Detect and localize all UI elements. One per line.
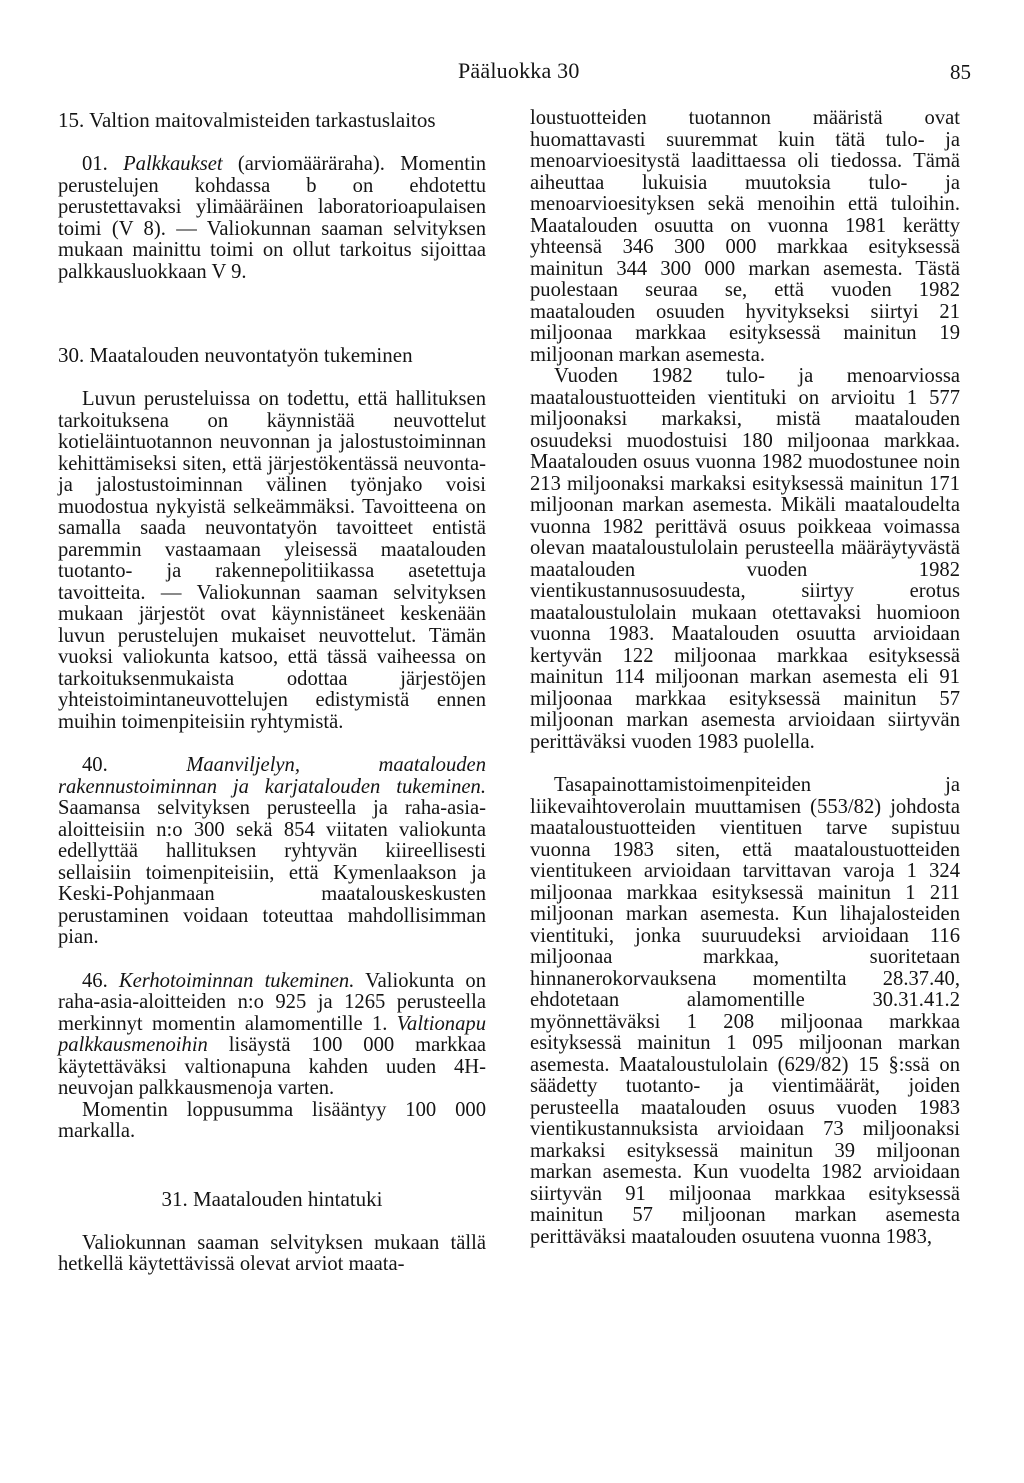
item-text: lisäystä 100 000 markkaa käytettäväksi valtionapuna kahden uuden 4H-neuvojan palkkausmenoja varten. bbox=[58, 1034, 486, 1099]
paragraph-r1: loustuotteiden tuotannon määristä ovat huomattavasti suuremmat kuin tätä tulo- ja menoarvioesitystä laadittaessa oli tiedossa. Tämä aiheuttaa lukuisia muutoksia tulo- ja menoarvioesityksen sekä menoihin että tuloihin. Maatalouden osuutta on vuonna 1981 kerätty yhteensä 346 300 000 markkaa esityksessä mainitun 344 300 000 markan asemesta. Tästä puolestaan seuraa se, että vuoden 1982 maatalouden osuuden hyvitykseksi siirtyi 21 miljoonaa markkaa esityksessä mainitun 19 miljoonan markan asemesta. bbox=[530, 107, 960, 366]
left-column bbox=[58, 108, 486, 1276]
paragraph-31: Valiokunnan saaman selvityksen mukaan tällä hetkellä käytettävissä olevat arviot maata- bbox=[58, 1231, 486, 1275]
paragraph-r3: Tasapainottamistoimenpiteiden ja liikevaihtoverolain muuttamisen (553/82) johdosta maataloustuotteiden vientituen tarve supistuu vuonna 1983 siten, että maataloustuotteiden vientitukeen arvioidaan tarvittavan varoja 1 324 miljoonaa markkaa esityksessä mainitun 1 211 miljoonan markan asemesta. Kun lihajalosteiden vientituki, jonka suuruudeksi arvioidaan 116 miljoonaa markkaa, suoritetaan hinnanerokorvauksena momentilta 28.37.40, ehdotetaan alamomentille 30.31.41.2 myönnettäväksi 1 208 miljoonaa markkaa esityksessä mainitun 1 095 miljoonan markan asemesta. Maataloustulolain (629/82) 15 §:ssä on säädetty tuotanto- ja vientimäärät, joiden perusteella maatalouden osuus vuoden 1983 vientikustannuksista arvioidaan 73 miljoonaksi markaksi esityksessä mainitun 39 miljoonan markan asemesta. Kun vuodelta 1982 arvioidaan siirtyvän 91 miljoonaa markkaa esityksessä mainitun 57 miljoonan markan asemesta perittäväksi maatalouden osuutena vuonna 1983, bbox=[530, 774, 960, 1248]
page-number: 85 bbox=[950, 60, 971, 84]
paragraph-46 bbox=[58, 971, 486, 1100]
paragraph-46-sum: Momentin loppusumma lisääntyy 100 000 markalla. bbox=[58, 1098, 486, 1142]
heading-31: 31. Maatalouden hintatuki bbox=[161, 1186, 383, 1211]
right-column bbox=[530, 108, 960, 1248]
paragraph-01 bbox=[58, 154, 486, 283]
heading-15: 15. Valtion maitovalmisteiden tarkastuslaitos bbox=[58, 108, 436, 132]
item-text: Valiokunta on raha-asia-aloitteiden n:o 925 ja 1265 perusteella merkinnyt momentin alamomentille 1. bbox=[58, 969, 486, 1035]
item-title: Maanviljelyn, maatalouden rakennustoiminnan ja karjatalouden tukeminen. bbox=[58, 754, 486, 798]
item-number: 01. bbox=[82, 153, 108, 175]
item-title: Palkkaukset bbox=[123, 153, 223, 175]
running-head: Pääluokka 30 bbox=[458, 58, 580, 83]
item-text: Saamansa selvityksen perusteella ja raha-asia-aloitteisiin n:o 300 sekä 854 viitaten valiokunta edellyttää hallituksen ryhtyvän kiireellisesti sellaisiin toimenpiteisiin, että Kymenlaakson ja Keski-Pohjanmaan maatalouskeskusten perustaminen voidaan toteuttaa mahdollisimman pian. bbox=[58, 797, 486, 948]
paragraph-r2: Vuoden 1982 tulo- ja menoarviossa maataloustuotteiden vientituki on arvioitu 1 577 miljoonaksi markaksi, mistä maatalouden osuudeksi muodostuisi 180 miljoonaa markkaa. Maatalouden osuus vuonna 1982 muodostunee noin 213 miljoonaksi markaksi esityksessä mainitun 171 miljoonan markan asemesta. Mikäli maataloudelta vuonna 1982 perittävä osuus poikkeaa voimassa olevan maataloustulolain perusteella määräytyvästä maatalouden vuoden 1982 vientikustannusosuudesta, siirtyy erotus maataloustulolain mukaan otettavaksi huomioon vuonna 1983. Maatalouden osuutta arvioidaan kertyvän 122 miljoonaa markkaa esityksessä mainitun 114 miljoonan markan asemesta eli 91 miljoonaa markkaa esityksessä mainitun 57 miljoonan markan asemesta arvioidaan siirtyvän perittäväksi vuoden 1983 puolella. bbox=[530, 365, 960, 753]
paragraph-30: Luvun perusteluissa on todettu, että hallituksen tarkoituksena on käynnistää neuvottelut kotieläintuotannon neuvonnan ja jalostustoiminnan kehittämiseksi siten, että järjestökentässä neuvonta- ja jalostustoiminnan välinen työnjako voisi muodostua nykyistä selkeämmäksi. Tavoitteena on samalla saada neuvontatyön tavoitteet entistä paremmin vastaamaan yleisessä maatalouden tuotanto- ja rakennepolitiikassa asetettuja tavoitteita. — Valiokunnan saaman selvityksen mukaan järjestöt ovat käynnistäneet keskenään luvun perustelujen mukaiset neuvottelut. Tämän vuoksi valiokunta katsoo, että tässä vaiheessa on tarkoituksenmukaista odottaa järjestöjen yhteistoimintaneuvottelujen edistymistä ennen muihin toimenpiteisiin ryhtymistä. bbox=[58, 388, 486, 733]
item-title: Kerhotoiminnan tukeminen. bbox=[118, 969, 355, 992]
subitem-title: Valtionapu palkkausmenoihin bbox=[58, 1012, 486, 1056]
paragraph-40 bbox=[58, 755, 486, 949]
item-number: 46. bbox=[82, 969, 108, 992]
item-text: (arviomääräraha). Momentin perustelujen kohdassa b on ehdotettu perustettavaksi ylimääräinen laboratorioapulaisen toimi (V 8). — Valiokunnan saaman selvityksen mukaan mainittu toimi on ollut tarkoitus sijoittaa palkkausluokkaan V 9. bbox=[58, 153, 486, 283]
item-number: 40. bbox=[82, 754, 108, 776]
heading-30: 30. Maatalouden neuvontatyön tukeminen bbox=[58, 343, 413, 367]
